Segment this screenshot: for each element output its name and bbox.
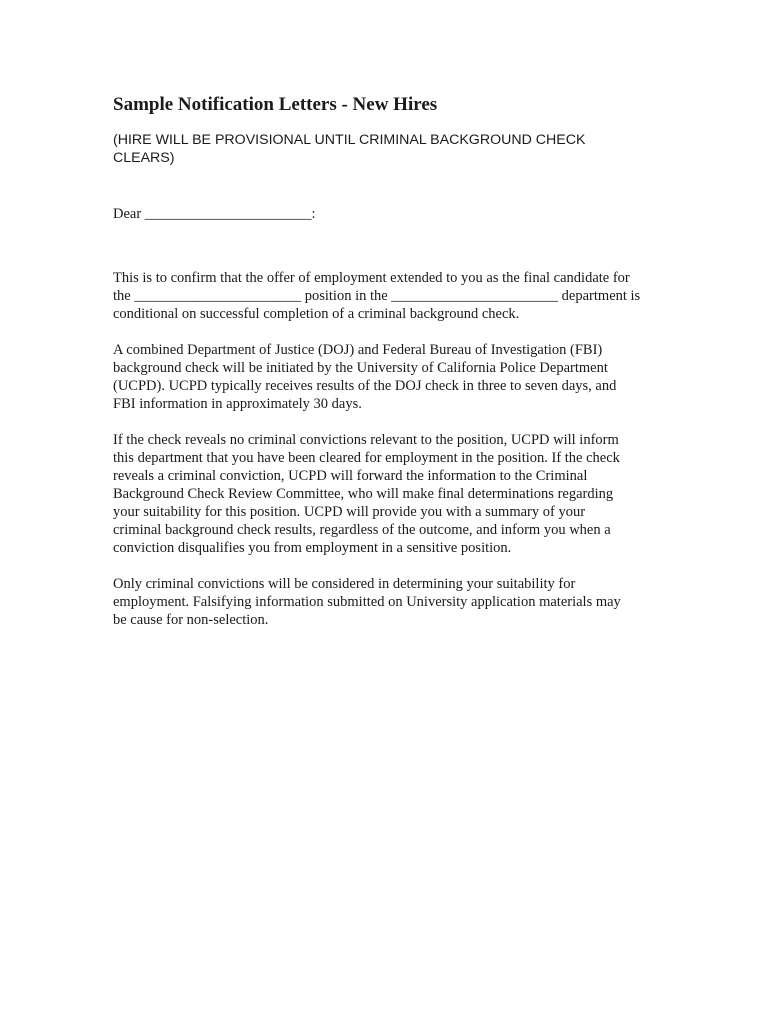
document-page [113, 94, 658, 647]
notice-line: (HIRE WILL BE PROVISIONAL UNTIL CRIMINAL BACKGROUND CHECK [113, 132, 586, 148]
text-line: be cause for non-selection. [113, 612, 269, 628]
text-line: (UCPD). UCPD typically receives results of the DOJ check in three to seven days, and [113, 378, 617, 394]
text-line: If the check reveals no criminal convictions relevant to the position, UCPD will inform [113, 432, 619, 448]
text-line: reveals a criminal conviction, UCPD will forward the information to the Criminal [113, 468, 588, 484]
paragraph-background-check [113, 341, 658, 413]
text-line: this department that you have been cleared for employment in the position. If the check [113, 450, 620, 466]
document-title: Sample Notification Letters - New Hires [113, 94, 438, 115]
text-line: the _______________________ position in the _______________________ department is [113, 288, 641, 304]
paragraph-offer-confirmation [113, 269, 658, 323]
salutation: Dear _______________________: [113, 206, 316, 222]
text-line: This is to confirm that the offer of employment extended to you as the final candidate for [113, 270, 630, 286]
paragraph-convictions-considered [113, 575, 658, 629]
text-line: background check will be initiated by the University of California Police Department [113, 360, 608, 376]
text-line: employment. Falsifying information submitted on University application materials may [113, 594, 621, 610]
text-line: conviction disqualifies you from employment in a sensitive position. [113, 540, 512, 556]
provisional-hire-notice [113, 131, 658, 167]
text-line: your suitability for this position. UCPD will provide you with a summary of your [113, 504, 586, 520]
notice-line: CLEARS) [113, 150, 175, 166]
text-line: Background Check Review Committee, who will make final determinations regarding [113, 486, 614, 502]
text-line: conditional on successful completion of a criminal background check. [113, 306, 520, 322]
paragraph-check-results [113, 431, 658, 557]
text-line: Only criminal convictions will be considered in determining your suitability for [113, 576, 576, 592]
text-line: FBI information in approximately 30 days. [113, 396, 362, 412]
text-line: criminal background check results, regardless of the outcome, and inform you when a [113, 522, 611, 538]
text-line: A combined Department of Justice (DOJ) and Federal Bureau of Investigation (FBI) [113, 342, 603, 358]
